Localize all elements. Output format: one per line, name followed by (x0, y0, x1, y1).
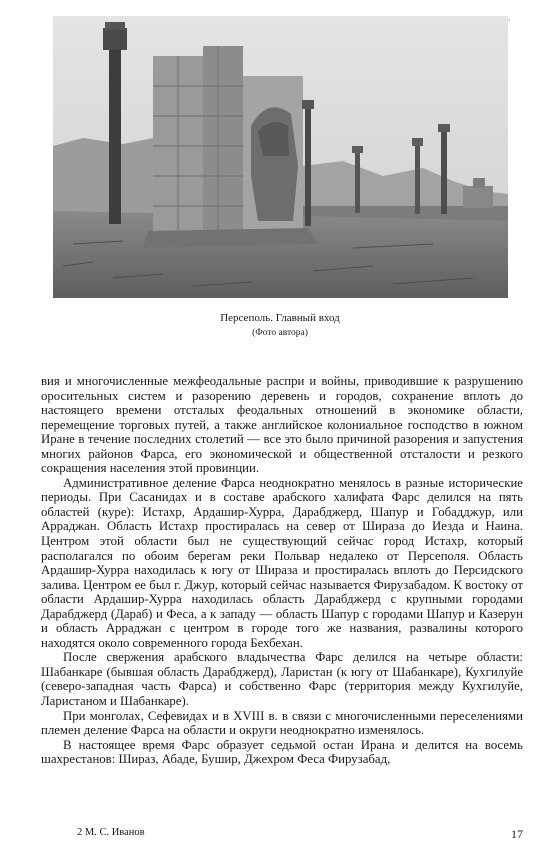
photo-credit: (Фото автора) (252, 328, 308, 338)
photo-illustration (53, 16, 511, 298)
printer-signature: 2 М. С. Иванов (77, 827, 145, 838)
body-text (41, 374, 523, 767)
paragraph-5: В настоящее время Фарс образует седьмой остан Ирана и делится на восемь шахрестанов: Шираз, Абаде, Бушир, Джехром Феса Фирузабад, (41, 737, 523, 767)
paragraph-4: При монголах, Сефевидах и в XVIII в. в связи с многочисленными переселениями племен деление Фарса на области и округи неоднократно изменялось. (41, 708, 523, 738)
paragraph-2: Административное деление Фарса неоднократно менялось в разные исторические периоды. При Сасанидах и в составе арабского халифата Фарс делился на пять областей (куре): Истахр, Ардашир-Хурра, Дарабджерд, Шапур и Гобадджур, или Арраджан. Область Истахр простиралась на север от Шираза до Иезда и Наина. Центром этой области был не существующий сейчас город Истахр, который располагался по обоим берегам реки Польвар недалеко от Персеполя. Область Ардашир-Хурра находилась к югу от Шираза и простиралась вплоть до Персидского залива. Центром ее был г. Джур, который сейчас называется Фирузабадом. К востоку от области Ардашир-Хурра находилась область Дарабджерд с крупными городами Дарабджерд (Дараб) и Феса, а к западу — область Шапур с городами Шапур и Казерун и область Арраджан с центром в городе того же названия, развалины которого находятся около современного города Бехбехан. (41, 475, 523, 650)
corner-mark: ' (508, 18, 511, 27)
page-number: 17 (511, 827, 523, 841)
photo-caption: Персеполь. Главный вход (220, 312, 340, 324)
paragraph-3: После свержения арабского владычества Фарс делился на четыре области: Шабанкаре (бывшая область Дарабджерд), Ларистан (к югу от Шабанкаре), Кухгилуйе (северо-западная часть Фарса) и собственно Фарс (территория между Кухгилуйе, Ларистаном и Шабанкаре). (41, 650, 523, 709)
persepolis-gate-photo (53, 16, 511, 298)
paragraph-1: вия и многочисленные межфеодальные распри и войны, приводившие к разрушению оросительных систем и разорению деревень и городов, сохранение вплоть до настоящего времени отсталых феодальных отношений в экономике области, перемещение торговых путей, а также английское колониальное господство в южном Иране в течение последних столетий — все это было причиной разорения и запустения многих районов Фарса, его экономической и общественной отсталости и резкого сокращения населения этой провинции. (41, 374, 523, 476)
